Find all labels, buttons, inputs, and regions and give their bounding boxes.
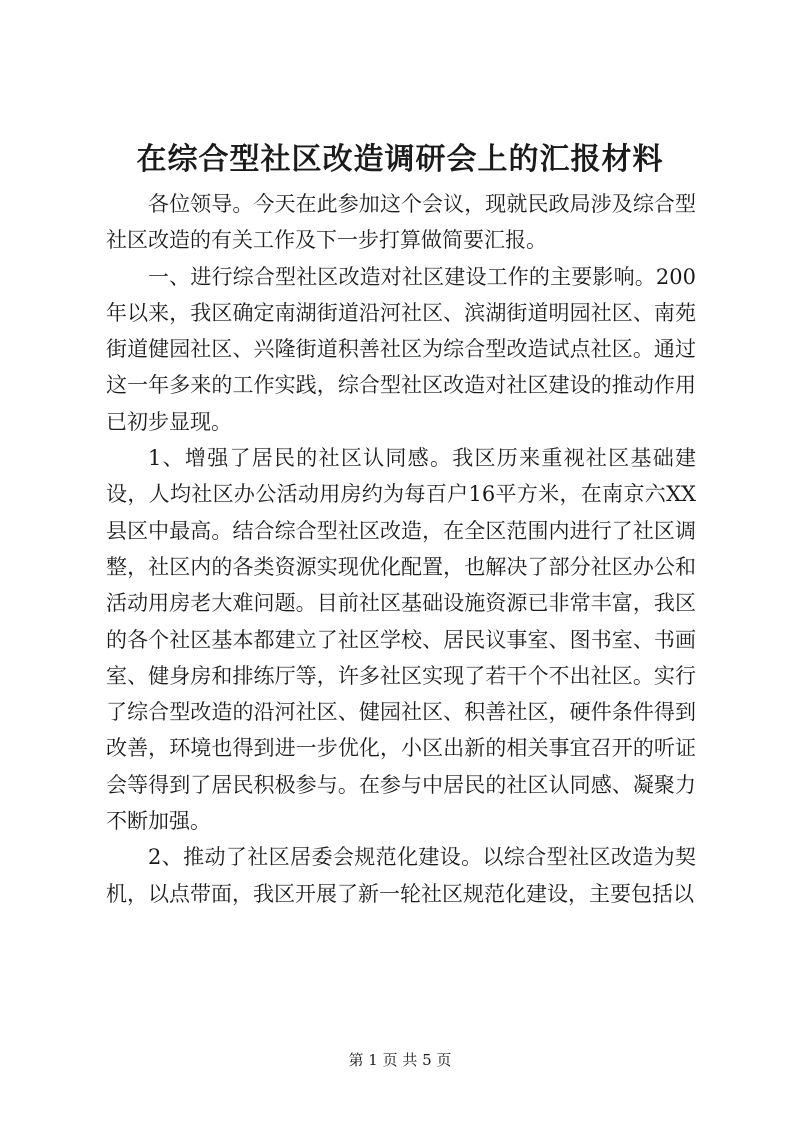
paragraph-item-2: 2、推动了社区居委会规范化建设。以综合型社区改造为契机，以点带面，我区开展了新一轮社区规范化建设，主要包括以 (106, 845, 696, 906)
paragraph-section-1: 一、进行综合型社区改造对社区建设工作的主要影响。200年以来，我区确定南湖街道沿河社区、滨湖街道明园社区、南苑街道健园社区、兴隆街道积善社区为综合型改造试点社区。通过这一年多来的工作实践，综合型社区改造对社区建设的推动作用已初步显现。 (106, 264, 696, 434)
paragraph-item-1: 1、增强了居民的社区认同感。我区历来重视社区基础建设，人均社区办公活动用房约为每百户16平方米，在南京六XX县区中最高。结合综合型社区改造，在全区范围内进行了社区调整，社区内的各类资源实现优化配置，也解决了部分社区办公和活动用房老大难问题。目前社区基础设施资源已非常丰富，我区的各个社区基本都建立了社区学校、居民议事室、图书室、书画室、健身房和排练厅等，许多社区实现了若干个不出社区。实行了综合型改造的沿河社区、健园社区、积善社区，硬件条件得到改善，环境也得到进一步优化，小区出新的相关事宜召开的听证会等得到了居民积极参与。在参与中居民的社区认同感、凝聚力不断加强。 (106, 446, 696, 834)
document-title: 在综合型社区改造调研会上的汇报材料 (136, 142, 664, 177)
paragraph-intro: 各位领导。今天在此参加这个会议，现就民政局涉及综合型社区改造的有关工作及下一步打算做简要汇报。 (106, 192, 696, 253)
page-footer: 第 1 页 共 5 页 (348, 1051, 452, 1069)
document-body (106, 186, 696, 912)
